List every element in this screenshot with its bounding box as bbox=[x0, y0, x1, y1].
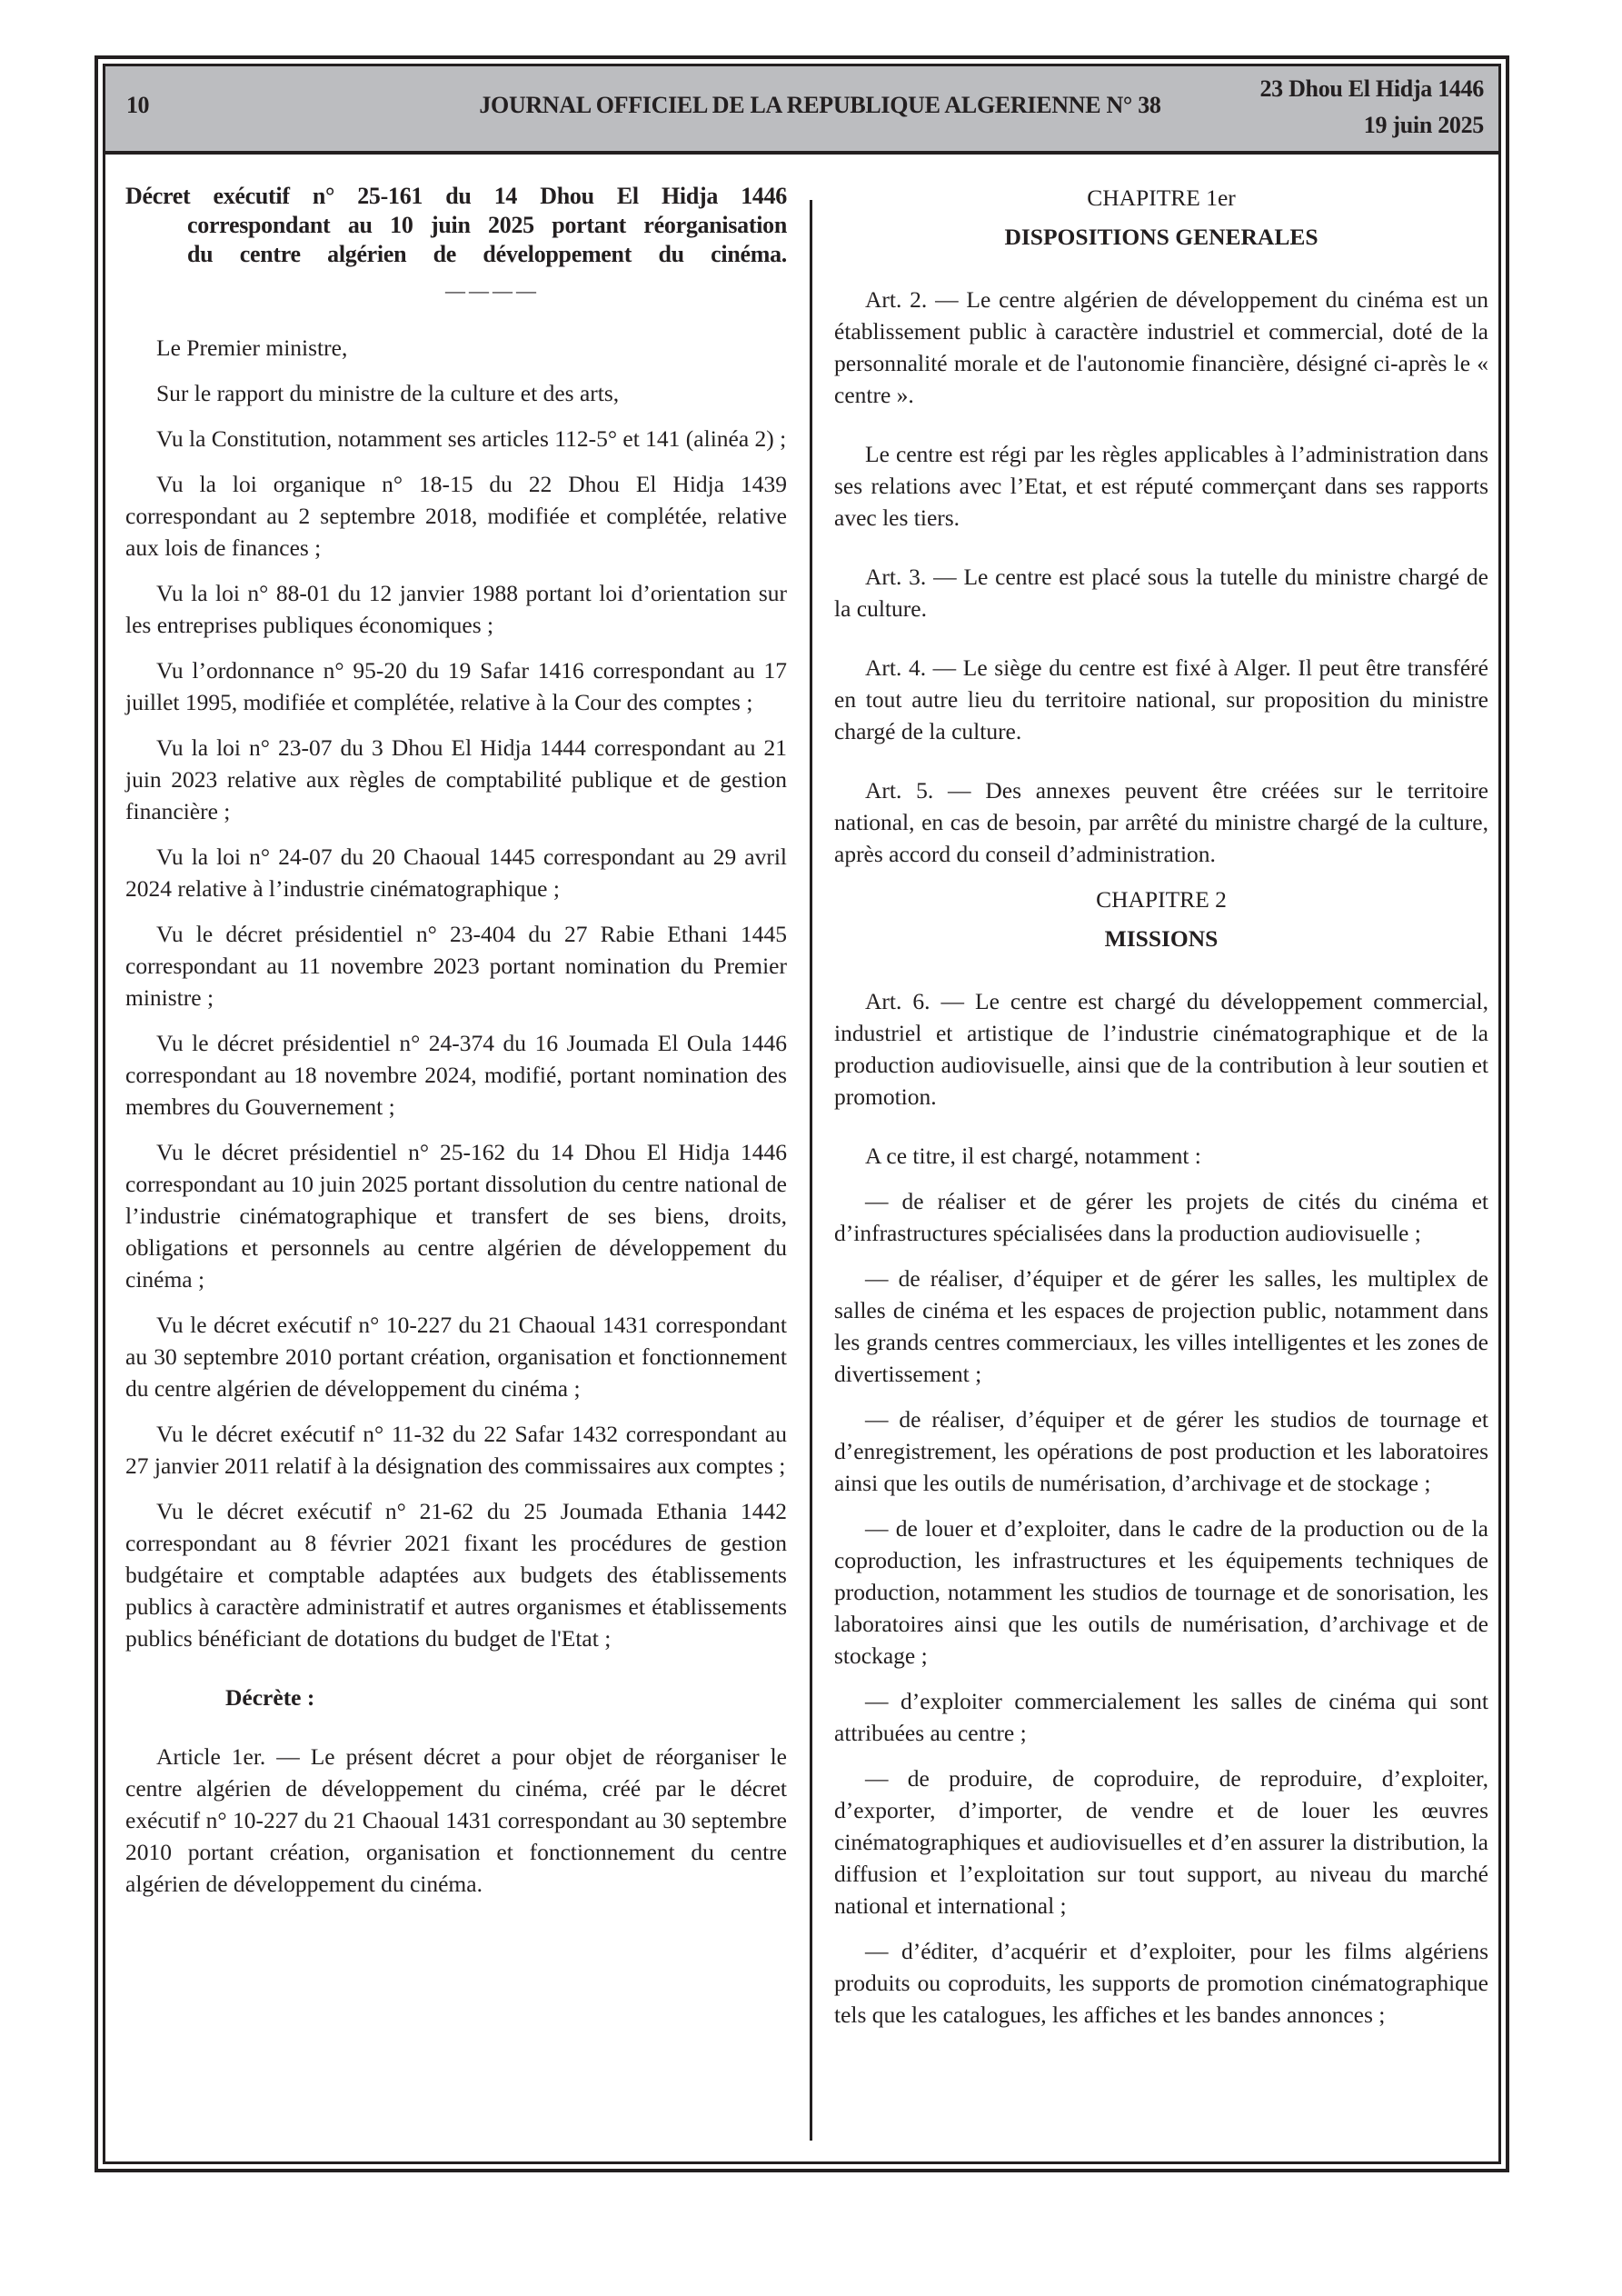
mission-item: — de réaliser et de gérer les projets de cités du cinéma et d’infrastructures spécialisées dans la production audiovisuelle ; bbox=[834, 1188, 1488, 1246]
chapter-1-title: DISPOSITIONS GENERALES bbox=[1004, 224, 1318, 250]
journal-title: JOURNAL OFFICIEL DE LA REPUBLIQUE ALGERIENNE N° 38 bbox=[479, 92, 1161, 118]
visa-paragraph: Vu le décret présidentiel n° 24-374 du 16 Joumada El Oula 1446 correspondant au 18 novembre 2024, modifié, portant nomination des membres du Gouvernement ; bbox=[125, 1030, 787, 1120]
mission-item: — de louer et d’exploiter, dans le cadre de la production ou de la coproduction, les infrastructures et les équipements techniques de production, notamment les studios de tournage et de sonorisation, les laboratoires ainsi que les outils de numérisation, d’archivage et de stockage ; bbox=[834, 1515, 1488, 1669]
mission-item: — d’éditer, d’acquérir et d’exploiter, pour les films algériens produits ou coproduits, les supports de promotion cinématographique tels que les catalogues, les affiches et les bandes annonces ; bbox=[834, 1938, 1488, 2028]
mission-item: — de réaliser, d’équiper et de gérer les studios de tournage et d’enregistrement, les opérations de post production et les laboratoires ainsi que les outils de numérisation, d’archivage et de stockage ; bbox=[834, 1406, 1488, 1496]
preamble-paragraph: Le Premier ministre, bbox=[156, 334, 348, 361]
journal-header bbox=[105, 66, 1498, 155]
visa-paragraph: Vu la loi organique n° 18-15 du 22 Dhou El Hidja 1439 correspondant au 2 septembre 2018, modifiée et complétée, relative aux lois de finances ; bbox=[125, 471, 787, 561]
chapter-1-label: CHAPITRE 1er bbox=[1087, 185, 1236, 211]
mission-item: — de réaliser, d’équiper et de gérer les salles, les multiplex de salles de cinéma et les espaces de projection public, notamment dans les grands centres commerciaux, les villes intelligentes et les zones de divertissement ; bbox=[834, 1265, 1488, 1387]
article-2-paragraph-2: Le centre est régi par les règles applicables à l’administration dans ses relations avec l’Etat, et est réputé commerçant dans ses rapports avec les tiers. bbox=[834, 441, 1488, 531]
issue-date bbox=[1259, 71, 1484, 144]
visa-paragraph: Vu l’ordonnance n° 95-20 du 19 Safar 1416 correspondant au 17 juillet 1995, modifiée et complétée, relative à la Cour des comptes ; bbox=[125, 657, 787, 715]
visa-paragraph: Vu le décret exécutif n° 11-32 du 22 Safar 1432 correspondant au 27 janvier 2011 relatif à la désignation des commissaires aux comptes ; bbox=[125, 1421, 787, 1479]
decree-title-line-1: Décret exécutif n° 25-161 du 14 Dhou El Hidja 1446 bbox=[125, 183, 787, 209]
visa-paragraph: Vu la loi n° 24-07 du 20 Chaoual 1445 correspondant au 29 avril 2024 relative à l’industrie cinématographique ; bbox=[125, 844, 787, 902]
article-4: Art. 4. — Le siège du centre est fixé à Alger. Il peut être transféré en tout autre lieu du territoire national, sur proposition du ministre chargé de la culture. bbox=[834, 654, 1488, 744]
article-5: Art. 5. — Des annexes peuvent être créées sur le territoire national, en cas de besoin, par arrêté du ministre chargé de la culture, après accord du conseil d’administration. bbox=[834, 777, 1488, 867]
preamble-paragraph: Sur le rapport du ministre de la culture et des arts, bbox=[156, 380, 620, 406]
right-column bbox=[834, 182, 1488, 2044]
column-divider bbox=[810, 200, 812, 2141]
title-separator: ———— bbox=[445, 279, 540, 302]
hijri-date: 23 Dhou El Hidja 1446 bbox=[1259, 75, 1484, 102]
page-number: 10 bbox=[126, 92, 149, 118]
mission-item: — d’exploiter commercialement les salles de cinéma qui sont attribuées au centre ; bbox=[834, 1688, 1488, 1746]
article-2: Art. 2. — Le centre algérien de développement du cinéma est un établissement public à caractère industriel et commercial, doté de la personnalité morale et de l'autonomie financière, désigné ci-après le « centre ». bbox=[834, 286, 1488, 408]
chapter-2-label: CHAPITRE 2 bbox=[1096, 886, 1227, 913]
decrete-heading: Décrète : bbox=[225, 1684, 315, 1711]
decree-title-line-2: correspondant au 10 juin 2025 portant réorganisation bbox=[187, 212, 787, 238]
visa-paragraph: Vu le décret exécutif n° 10-227 du 21 Chaoual 1431 correspondant au 30 septembre 2010 portant création, organisation et fonctionnement du centre algérien de développement du cinéma ; bbox=[125, 1312, 787, 1402]
visa-paragraph: Vu la loi n° 88-01 du 12 janvier 1988 portant loi d’orientation sur les entreprises publiques économiques ; bbox=[125, 580, 787, 638]
article-6: Art. 6. — Le centre est chargé du développement commercial, industriel et artistique de l’industrie cinématographique et de la production audiovisuelle, ainsi que de la contribution à leur soutien et promotion. bbox=[834, 988, 1488, 1110]
left-column bbox=[125, 182, 787, 1913]
visa-paragraph: Vu le décret exécutif n° 21-62 du 25 Joumada Ethania 1442 correspondant au 8 février 2021 fixant les procédures de gestion budgétaire et comptable adaptées aux budgets des établissements publics à caractère administratif et autres organismes et établissements publics bénéficiant de dotations du budget de l'Etat ; bbox=[125, 1498, 787, 1652]
chapter-2-title: MISSIONS bbox=[1104, 925, 1219, 952]
visa-paragraph: Vu la loi n° 23-07 du 3 Dhou El Hidja 1444 correspondant au 21 juin 2023 relative aux règles de comptabilité publique et de gestion financière ; bbox=[125, 734, 787, 824]
visa-paragraph: Vu le décret présidentiel n° 23-404 du 27 Rabie Ethani 1445 correspondant au 11 novembre 2023 portant nomination du Premier ministre ; bbox=[125, 921, 787, 1011]
article-3: Art. 3. — Le centre est placé sous la tutelle du ministre chargé de la culture. bbox=[834, 564, 1488, 622]
article-6-intro: A ce titre, il est chargé, notamment : bbox=[865, 1143, 1201, 1169]
visa-paragraph: Vu la Constitution, notamment ses articles 112-5° et 141 (alinéa 2) ; bbox=[156, 425, 787, 452]
mission-item: — de produire, de coproduire, de reproduire, d’exploiter, d’exporter, d’importer, de vendre et de louer les œuvres cinématographiques et audiovisuelles et d’en assurer la distribution, la diffusion et l’exploitation sur tout support, au niveau du marché national et international ; bbox=[834, 1765, 1488, 1919]
article-1: Article 1er. — Le présent décret a pour objet de réorganiser le centre algérien de développement du cinéma, créé par le décret exécutif n° 10-227 du 21 Chaoual 1431 correspondant au 30 septembre 2010 portant création, organisation et fonctionnement du centre algérien de développement du cinéma. bbox=[125, 1743, 787, 1897]
visa-paragraph: Vu le décret présidentiel n° 25-162 du 14 Dhou El Hidja 1446 correspondant au 10 juin 2025 portant dissolution du centre national de l’industrie cinématographique et transfert de ses biens, droits, obligations et personnels au centre algérien de développement du cinéma ; bbox=[125, 1139, 787, 1293]
decree-title-line-3: du centre algérien de développement du cinéma. bbox=[187, 241, 787, 267]
decree-title bbox=[125, 182, 787, 269]
gregorian-date: 19 juin 2025 bbox=[1363, 112, 1484, 138]
